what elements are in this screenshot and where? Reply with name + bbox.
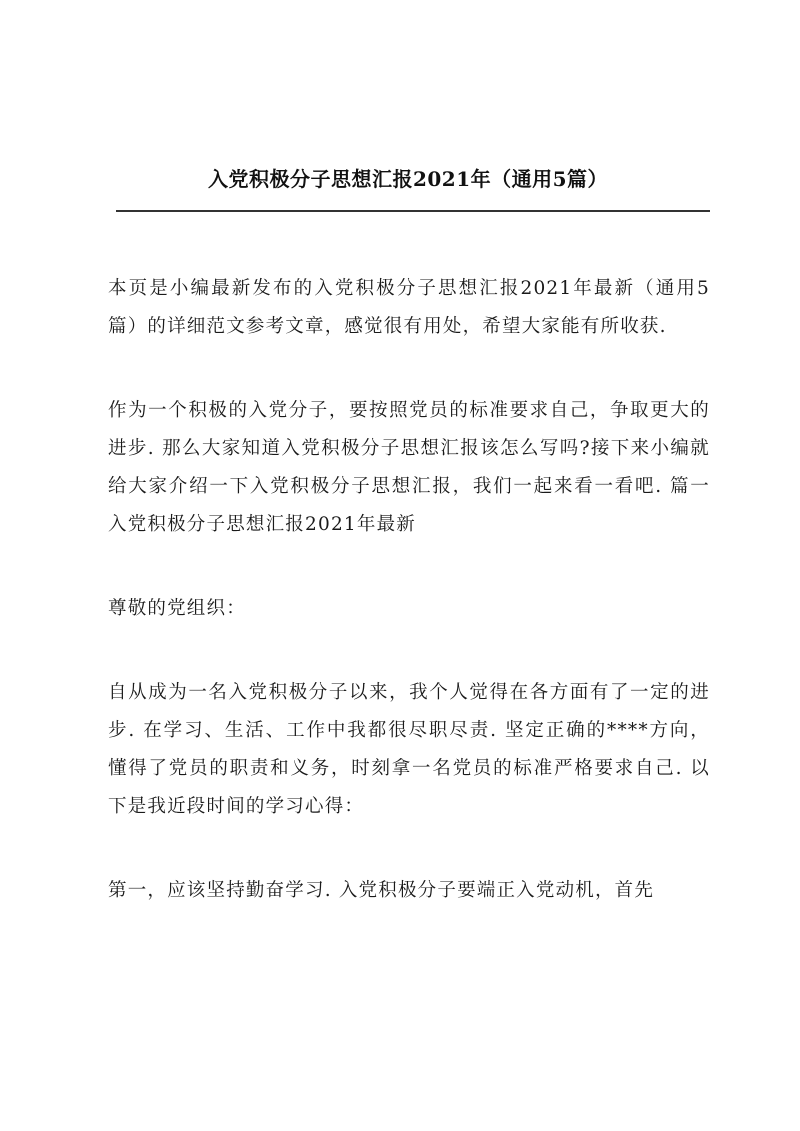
paragraph-preface: 作为一个积极的入党分子，要按照党员的标准要求自己，争取更大的进步. 那么大家知道入党积极分子思想汇报该怎么写吗?接下来小编就给大家介绍一下入党积极分子思想汇报，我们一起来看一看吧. 篇一入党积极分子思想汇报2021年最新 — [108, 400, 710, 535]
document-body — [108, 270, 710, 956]
paragraph-intro: 本页是小编最新发布的入党积极分子思想汇报2021年最新（通用5篇）的详细范文参考文章，感觉很有用处，希望大家能有所收获. — [108, 278, 710, 337]
paragraph-salutation: 尊敬的党组织： — [108, 598, 246, 619]
title-divider — [116, 210, 710, 212]
paragraph-body: 自从成为一名入党积极分子以来，我个人觉得在各方面有了一定的进步. 在学习、生活、工作中我都很尽职尽责. 坚定正确的****方向，懂得了党员的职责和义务，时刻拿一名党员的标准严格要求自己. 以下是我近段时间的学习心得： — [108, 682, 710, 817]
document-title: 入党积极分子思想汇报2021年（通用5篇） — [207, 167, 609, 191]
paragraph-first-point: 第一，应该坚持勤奋学习. 入党积极分子要端正入党动机，首先 — [108, 880, 655, 901]
